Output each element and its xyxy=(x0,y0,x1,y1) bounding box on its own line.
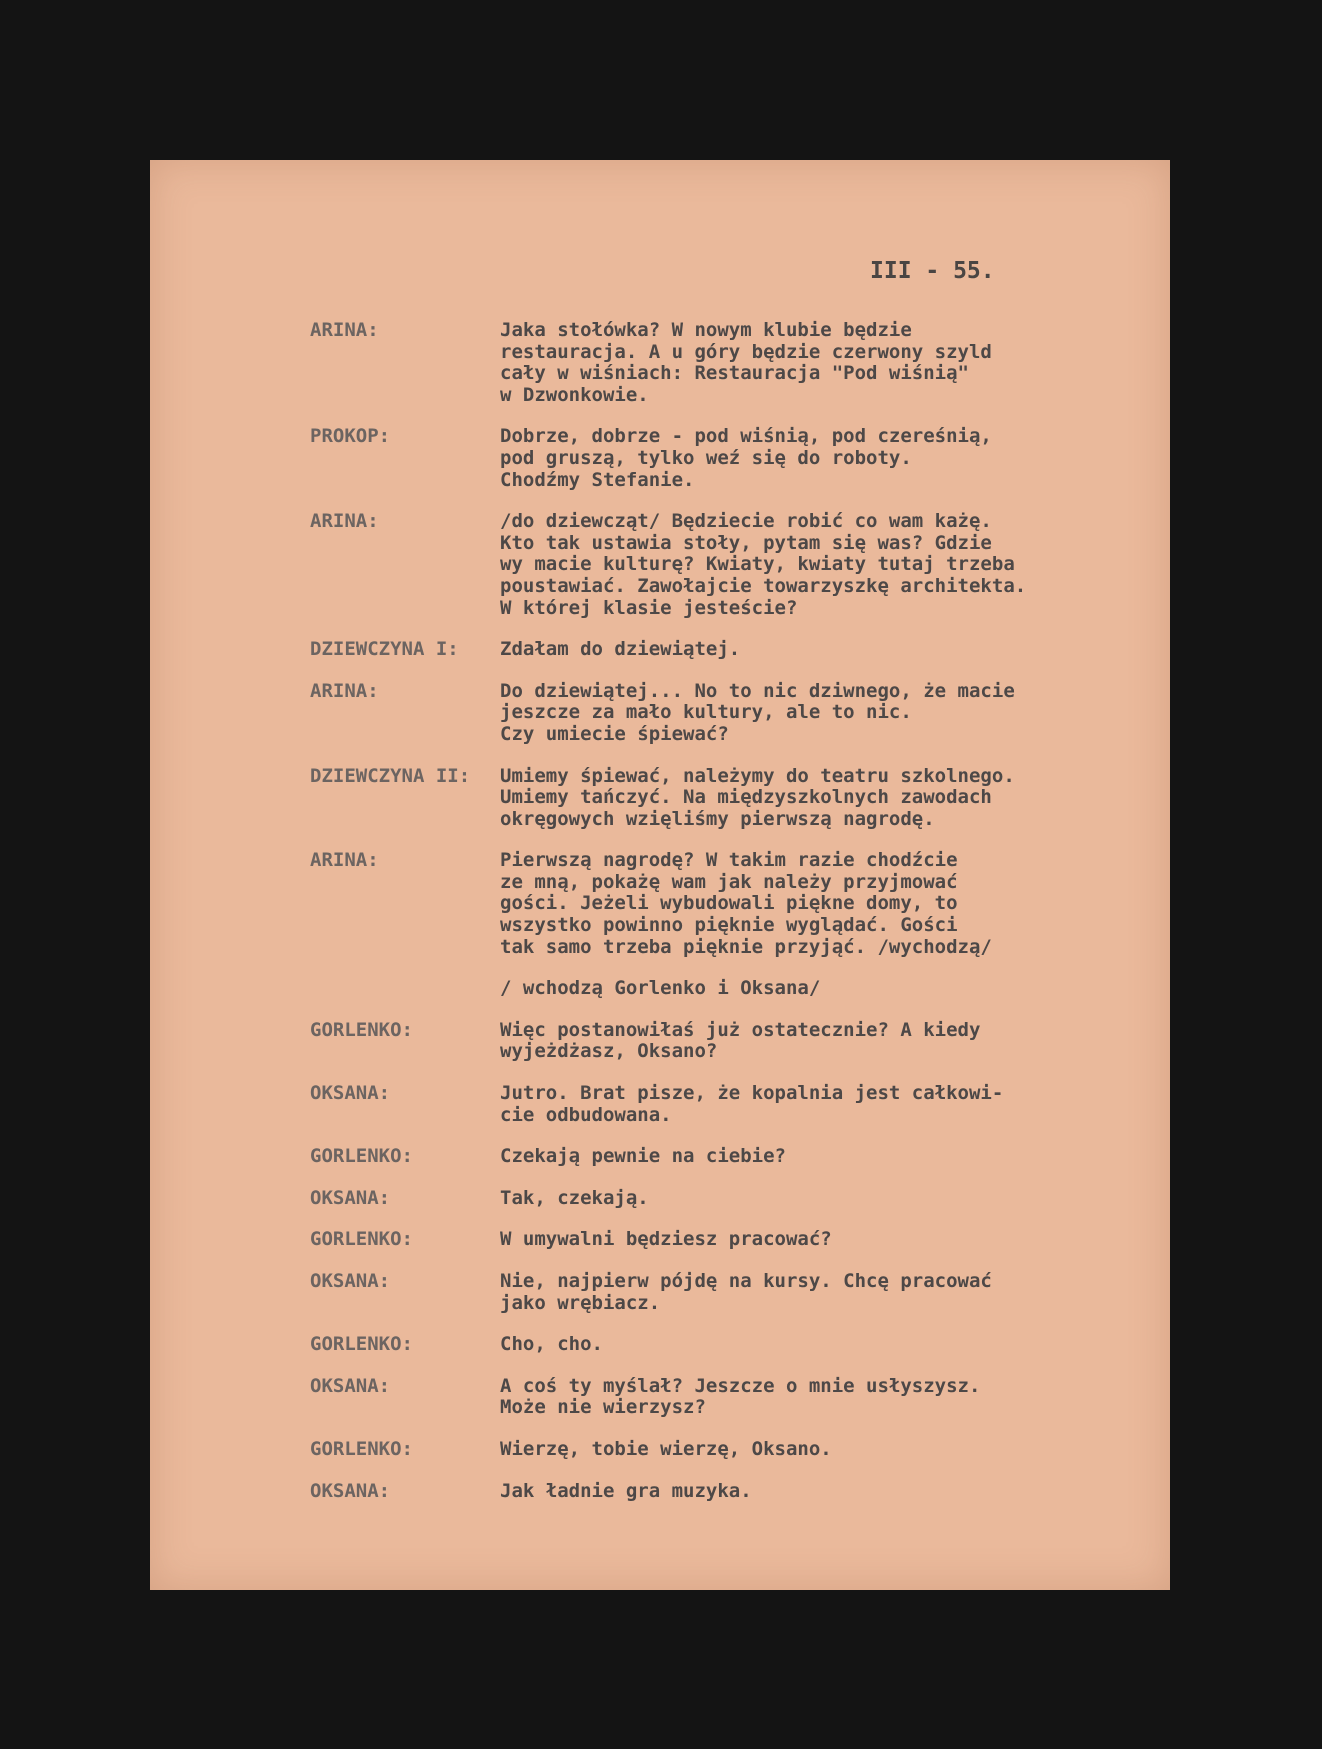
speaker-name: GORLENKO: xyxy=(310,1333,413,1356)
dialogue-entry xyxy=(310,1146,1140,1168)
dialogue-line: Tak, czekają. xyxy=(500,1186,649,1209)
speaker-name: ARINA: xyxy=(310,319,379,341)
dialogue-entry xyxy=(310,1271,1140,1314)
dialogue-entry xyxy=(310,639,1140,661)
dialogue-line: Jak ładnie gra muzyka. xyxy=(500,1479,752,1502)
dialogue-line: Wierzę, tobie wierzę, Oksano. xyxy=(500,1437,832,1460)
dialogue-entry xyxy=(310,1439,1140,1461)
dialogue-entry xyxy=(310,766,1140,831)
dialogue-entry xyxy=(310,320,1140,406)
dialogue-line: Umiemy śpiewać, należymy do teatru szkolnego. Umiemy tańczyć. Na międzyszkolnych zawodach okręgowych wzięliśmy pierwszą nagrodę. xyxy=(500,764,1015,830)
dialogue-entry xyxy=(310,1229,1140,1251)
dialogue-entry xyxy=(310,1334,1140,1356)
dialogue-entry xyxy=(310,1481,1140,1503)
dialogue-line: Dobrze, dobrze - pod wiśnią, pod czereśnią, pod gruszą, tylko weź się do roboty. Chodźmy Stefanie. xyxy=(500,425,992,491)
speaker-name: DZIEWCZYNA II: xyxy=(310,764,471,787)
dialogue-line: Pierwszą nagrodę? W takim razie chodźcie ze mną, pokażę wam jak należy przyjmować gości. Jeżeli wybudowali piękne domy, to wszystko powinno pięknie wyglądać. Gości tak samo trzeba pięknie przyjąć. /wychodzą/ xyxy=(500,849,992,958)
speaker-name: GORLENKO: xyxy=(310,1437,413,1460)
speaker-name: GORLENKO: xyxy=(310,1145,413,1168)
speaker-name: ARINA: xyxy=(310,679,379,702)
dialogue-line: /do dziewcząt/ Będziecie robić co wam każę. Kto tak ustawia stoły, pytam się was? Gdzie wy macie kulturę? Kwiaty, kwiaty tutaj trzeba poustawiać. Zawołajcie towarzyszkę architekta. W której klasie jesteście? xyxy=(500,510,1027,619)
play-script xyxy=(310,320,1140,1522)
speaker-name: DZIEWCZYNA I: xyxy=(310,638,459,661)
speaker-name: OKSANA: xyxy=(310,1270,391,1292)
speaker-name: OKSANA: xyxy=(310,1186,391,1209)
dialogue-entry xyxy=(310,511,1140,619)
dialogue-entry xyxy=(310,850,1140,958)
dialogue-line: Zdałam do dziewiątej. xyxy=(500,638,741,661)
speaker-name: ARINA: xyxy=(310,510,379,533)
stage-direction: / wchodzą Gorlenko i Oksana/ xyxy=(500,977,821,1000)
dialogue-line: Do dziewiątej... No to nic dziwnego, że macie jeszcze za mało kultury, ale to nic. Czy umiecie śpiewać? xyxy=(500,679,1015,745)
dialogue-line: Więc postanowiłaś już ostatecznie? A kiedy wyjeżdżasz, Oksano? xyxy=(500,1018,981,1063)
dialogue-line: W umywalni będziesz pracować? xyxy=(500,1228,832,1251)
speaker-name: OKSANA: xyxy=(310,1374,391,1397)
speaker-name: OKSANA: xyxy=(310,1082,391,1105)
dialogue-entry xyxy=(310,1020,1140,1063)
dialogue-entry xyxy=(310,1188,1140,1210)
typewritten-page xyxy=(150,160,1170,1590)
dialogue-entry xyxy=(310,681,1140,746)
dialogue-line: Jutro. Brat pisze, że kopalnia jest całkowi- cie odbudowana. xyxy=(500,1082,1004,1126)
dialogue-line: A coś ty myślał? Jeszcze o mnie usłyszysz. Może nie wierzysz? xyxy=(500,1374,981,1419)
dialogue-line: Nie, najpierw pójdę na kursy. Chcę pracować jako wrębiacz. xyxy=(500,1270,992,1314)
page-number: III - 55. xyxy=(870,258,995,284)
dialogue-entry xyxy=(310,426,1140,491)
dialogue-entry xyxy=(310,1083,1140,1126)
speaker-name: GORLENKO: xyxy=(310,1228,413,1251)
speaker-name: GORLENKO: xyxy=(310,1018,413,1041)
dialogue-line: Czekają pewnie na ciebie? xyxy=(500,1145,786,1168)
dialogue-line: Jaka stołówka? W nowym klubie będzie restauracja. A u góry będzie czerwony szyld cały w wiśniach: Restauracja "Pod wiśnią" w Dzwonkowie. xyxy=(500,319,992,406)
speaker-name: ARINA: xyxy=(310,849,379,872)
speaker-name: OKSANA: xyxy=(310,1479,391,1502)
speaker-name: PROKOP: xyxy=(310,425,391,448)
dialogue-entry xyxy=(310,1376,1140,1419)
dialogue-line: Cho, cho. xyxy=(500,1333,603,1356)
